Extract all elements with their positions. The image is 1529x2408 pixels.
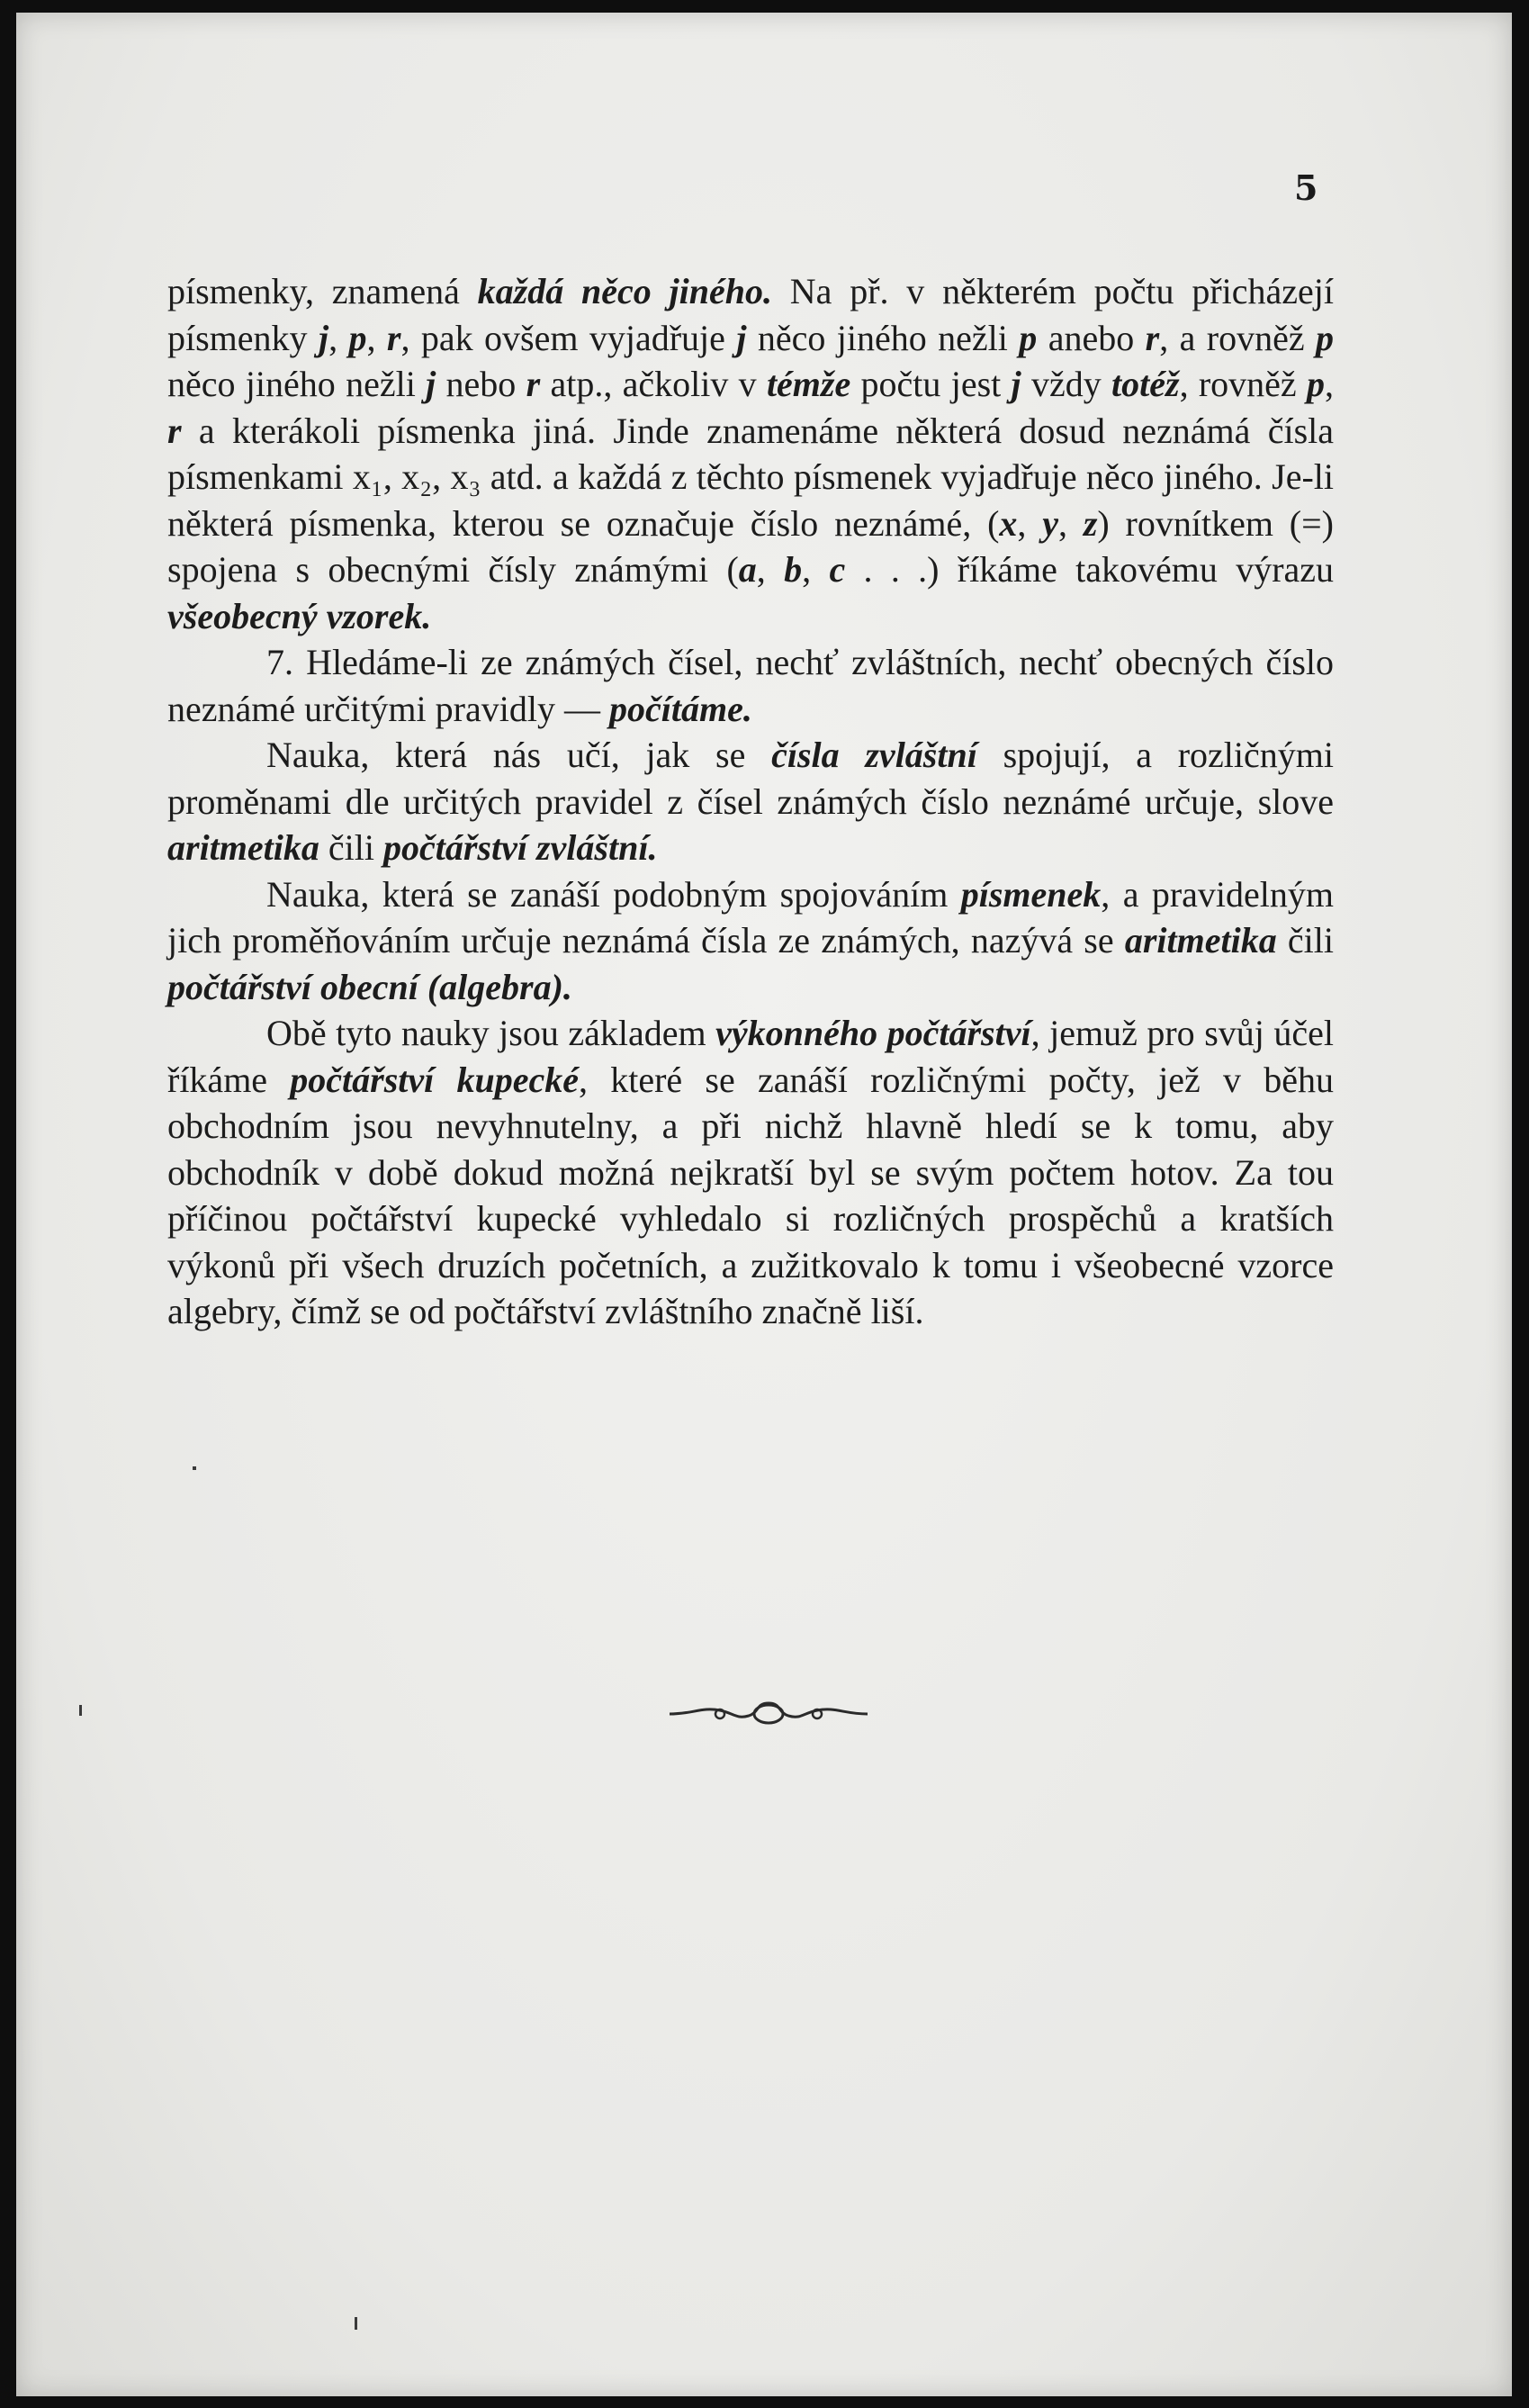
text-run: Nauka, která nás učí, jak se <box>266 735 772 775</box>
emphasized-text: každá něco jiného. <box>477 271 772 311</box>
text-run: , <box>366 317 387 358</box>
text-run: atp., ačkoliv v <box>540 364 767 404</box>
emphasized-text: aritmetika <box>167 827 319 868</box>
emphasized-text: počtářství kupecké <box>290 1059 580 1100</box>
scan-speck <box>79 1705 82 1716</box>
text-run: , pak ovšem vyjadřuje <box>400 317 737 358</box>
page-number: 5 <box>1294 167 1318 208</box>
emphasized-text: počtářství zvláštní. <box>382 827 658 868</box>
emphasized-text: totéž <box>1111 364 1180 404</box>
text-run: , které se zanáší rozličnými počty, jež v běhu obchodním jsou nevyhnutelny, a při nichž hlavně hledí se k tomu, aby obchodník v době dokud možná nejkratší byl se svým počtem hotov. Za tou příčinou počtářství kupecké vyhledalo si rozličných prospěchů a kratších výkonů při všech druzích početních, a zužitkovalo k tomu i všeobecné vzorce algebry, čímž se od počtářství zvláštního značně liší. <box>167 1059 1334 1331</box>
decorative-divider <box>666 1696 871 1732</box>
emphasized-text: písmenek <box>960 873 1102 915</box>
text-run: , a rovněž <box>1159 317 1316 358</box>
emphasized-text: r <box>167 410 182 451</box>
text-run: čili <box>1276 920 1334 960</box>
text-run: , <box>1017 502 1043 544</box>
text-run: 7. Hledáme-li ze známých čísel, nechť zvláštních, nechť obecných číslo neznámé určitými pravidly — <box>167 642 1334 729</box>
text-run: , <box>1324 364 1334 404</box>
text-run: vždy <box>1021 364 1112 404</box>
paragraph <box>167 732 1334 871</box>
text-run: spojují, a rozličnými proměnami dle určitých pravidel z čísel známých číslo neznámé určuje, slove <box>167 735 1334 822</box>
text-run: čili <box>319 827 383 868</box>
emphasized-text: p <box>1306 364 1325 404</box>
text-run: něco jiného nežli <box>167 364 427 404</box>
paragraph <box>167 871 1334 1011</box>
emphasized-text: p <box>1019 317 1038 358</box>
text-run: , <box>802 549 830 590</box>
text-run: anebo <box>1037 317 1146 358</box>
text-run: , jemuž pro svůj účel říkáme <box>167 1013 1335 1100</box>
body-text <box>167 268 1334 1335</box>
text-run: , <box>756 549 785 590</box>
text-run: počtu jest <box>850 364 1012 404</box>
book-page <box>16 13 1512 2396</box>
text-run: ) rovnítkem (=) spojena s obecnými čísly známými ( <box>167 502 1334 590</box>
emphasized-text: r <box>526 364 541 404</box>
emphasized-text: j <box>318 317 329 358</box>
text-run: nebo <box>436 364 526 404</box>
emphasized-text: j <box>426 364 436 404</box>
emphasized-text: počtářství obecní (algebra). <box>167 966 572 1007</box>
text-run: Nauka, která se zanáší podobným spojováním <box>266 873 961 915</box>
paragraph <box>167 268 1334 639</box>
emphasized-text: x <box>999 502 1018 544</box>
emphasized-text: p <box>1316 317 1334 358</box>
text-run: , a pravidelným jich proměňováním určuje neznámá čísla ze známých, nazývá se <box>167 873 1335 960</box>
text-run: Na př. v některém počtu přicházejí písmenky <box>167 271 1334 358</box>
text-run: písmenky, znamená <box>167 271 478 311</box>
text-run: , <box>1058 502 1084 544</box>
text-run: Obě tyto nauky jsou základem <box>266 1013 716 1053</box>
emphasized-text: b <box>784 549 803 590</box>
emphasized-text: j <box>736 317 747 358</box>
emphasized-text: témže <box>766 364 851 404</box>
emphasized-text: všeobecný vzorek. <box>167 595 432 636</box>
emphasized-text: a <box>738 549 757 590</box>
emphasized-text: aritmetika <box>1124 920 1277 960</box>
text-run: a kterákoli písmenka jiná. Jinde znamenáme některá dosud neznámá čísla písmenkami x₁, x₂, x₃ atd. a každá z těchto písmenek vyjadřuje něco jiného. Je-li některá písmenka, kterou se označuje číslo neznámé, ( <box>167 410 1334 544</box>
emphasized-text: p <box>348 317 367 358</box>
text-run: , rovněž <box>1179 364 1307 404</box>
emphasized-text: j <box>1011 364 1021 404</box>
emphasized-text: y <box>1042 502 1058 544</box>
emphasized-text: výkonného počtářství <box>715 1013 1031 1053</box>
paragraph <box>167 1010 1334 1335</box>
emphasized-text: čísla zvláštní <box>771 735 977 775</box>
text-run: něco jiného nežli <box>746 317 1020 358</box>
emphasized-text: r <box>386 317 401 358</box>
emphasized-text: r <box>1145 317 1160 358</box>
emphasized-text: z <box>1083 502 1098 544</box>
emphasized-text: c <box>829 549 846 590</box>
emphasized-text: počítáme. <box>608 688 752 729</box>
scan-speck <box>355 2317 357 2330</box>
text-run: . . .) říkáme takovému výrazu <box>845 549 1335 590</box>
text-run: , <box>328 317 349 358</box>
scan-speck <box>193 1466 196 1470</box>
paragraph <box>167 639 1334 732</box>
